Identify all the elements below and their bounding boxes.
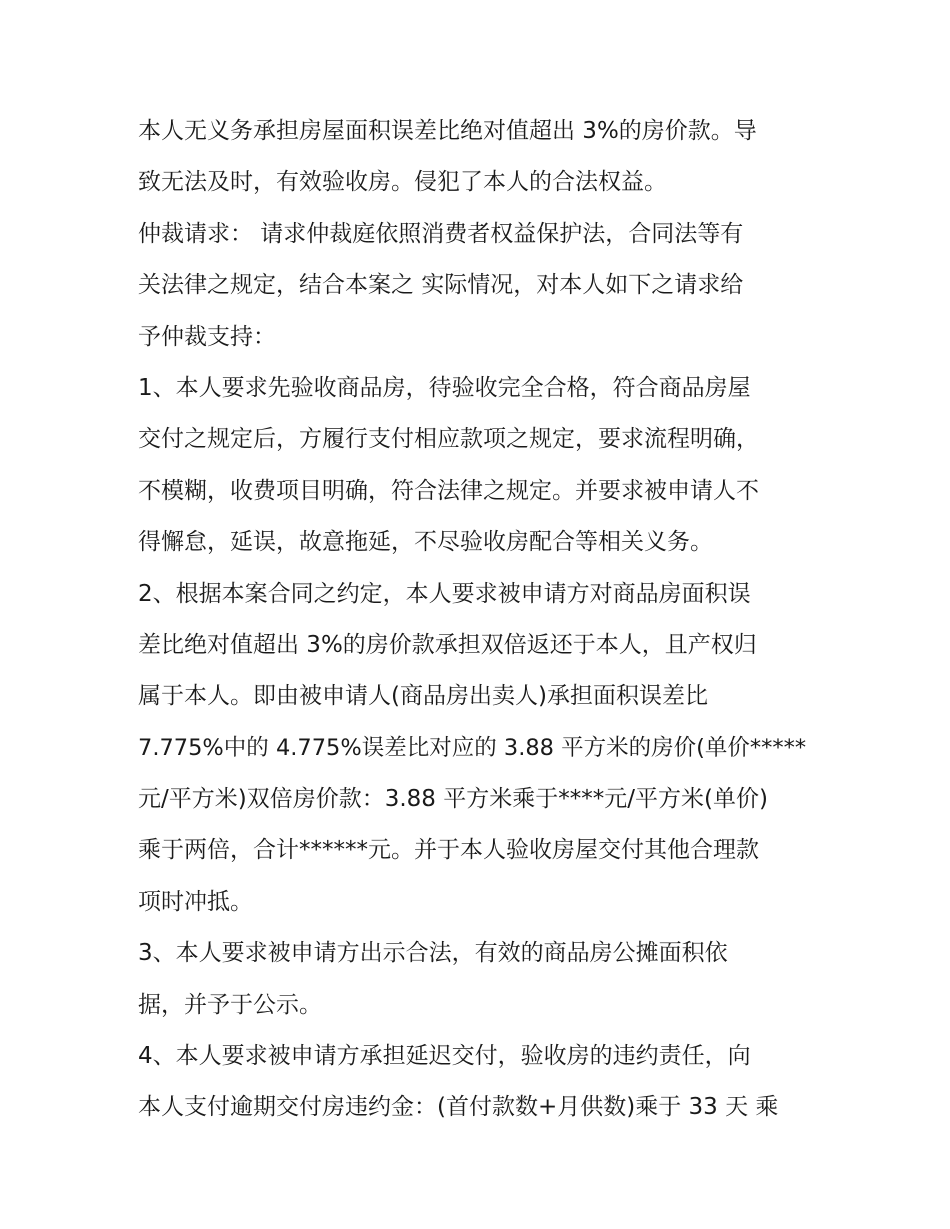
text-line: 关法律之规定，结合本案之 实际情况，对本人如下之请求给	[138, 272, 744, 299]
text-line: 本人无义务承担房屋面积误差比绝对值超出 3%的房价款。导	[138, 118, 757, 144]
text-line: 4、本人要求被申请方承担延迟交付，验收房的违约责任，向	[138, 1043, 751, 1070]
text-line: 3、本人要求被申请方出示合法，有效的商品房公摊面积依	[138, 940, 728, 967]
text-line: 7.775%中的 4.775%误差比对应的 3.88 平方米的房价(单价*****	[138, 734, 807, 761]
text-line: 本人支付逾期交付房违约金：(首付款数+月供数)乘于 33 天 乘	[138, 1094, 779, 1121]
text-line: 2、根据本案合同之约定，本人要求被申请方对商品房面积误	[138, 580, 751, 607]
text-line: 元/平方米)双倍房价款：3.88 平方米乘于****元/平方米(单价)	[138, 786, 768, 813]
text-line: 交付之规定后，方履行支付相应款项之规定，要求流程明确，	[138, 426, 759, 453]
text-line: 致无法及时，有效验收房。侵犯了本人的合法权益。	[138, 169, 667, 196]
text-line: 项时冲抵。	[138, 888, 253, 915]
document-body	[138, 106, 818, 1134]
text-line: 得懈怠，延误，故意拖延，不尽验收房配合等相关义务。	[138, 529, 713, 556]
text-line: 仲裁请求： 请求仲裁庭依照消费者权益保护法，合同法等有	[138, 220, 744, 247]
text-line: 1、本人要求先验收商品房，待验收完全合格，符合商品房屋	[138, 374, 751, 401]
text-line: 乘于两倍，合计******元。并于本人验收房屋交付其他合理款	[138, 837, 759, 864]
text-line: 据，并予于公示。	[138, 991, 322, 1018]
text-line: 予仲裁支持：	[138, 323, 276, 350]
text-line: 差比绝对值超出 3%的房价款承担双倍返还于本人，且产权归	[138, 631, 757, 658]
text-line: 不模糊，收费项目明确，符合法律之规定。并要求被申请人不	[138, 477, 759, 504]
text-line: 属于本人。即由被申请人(商品房出卖人)承担面积误差比	[138, 683, 708, 710]
